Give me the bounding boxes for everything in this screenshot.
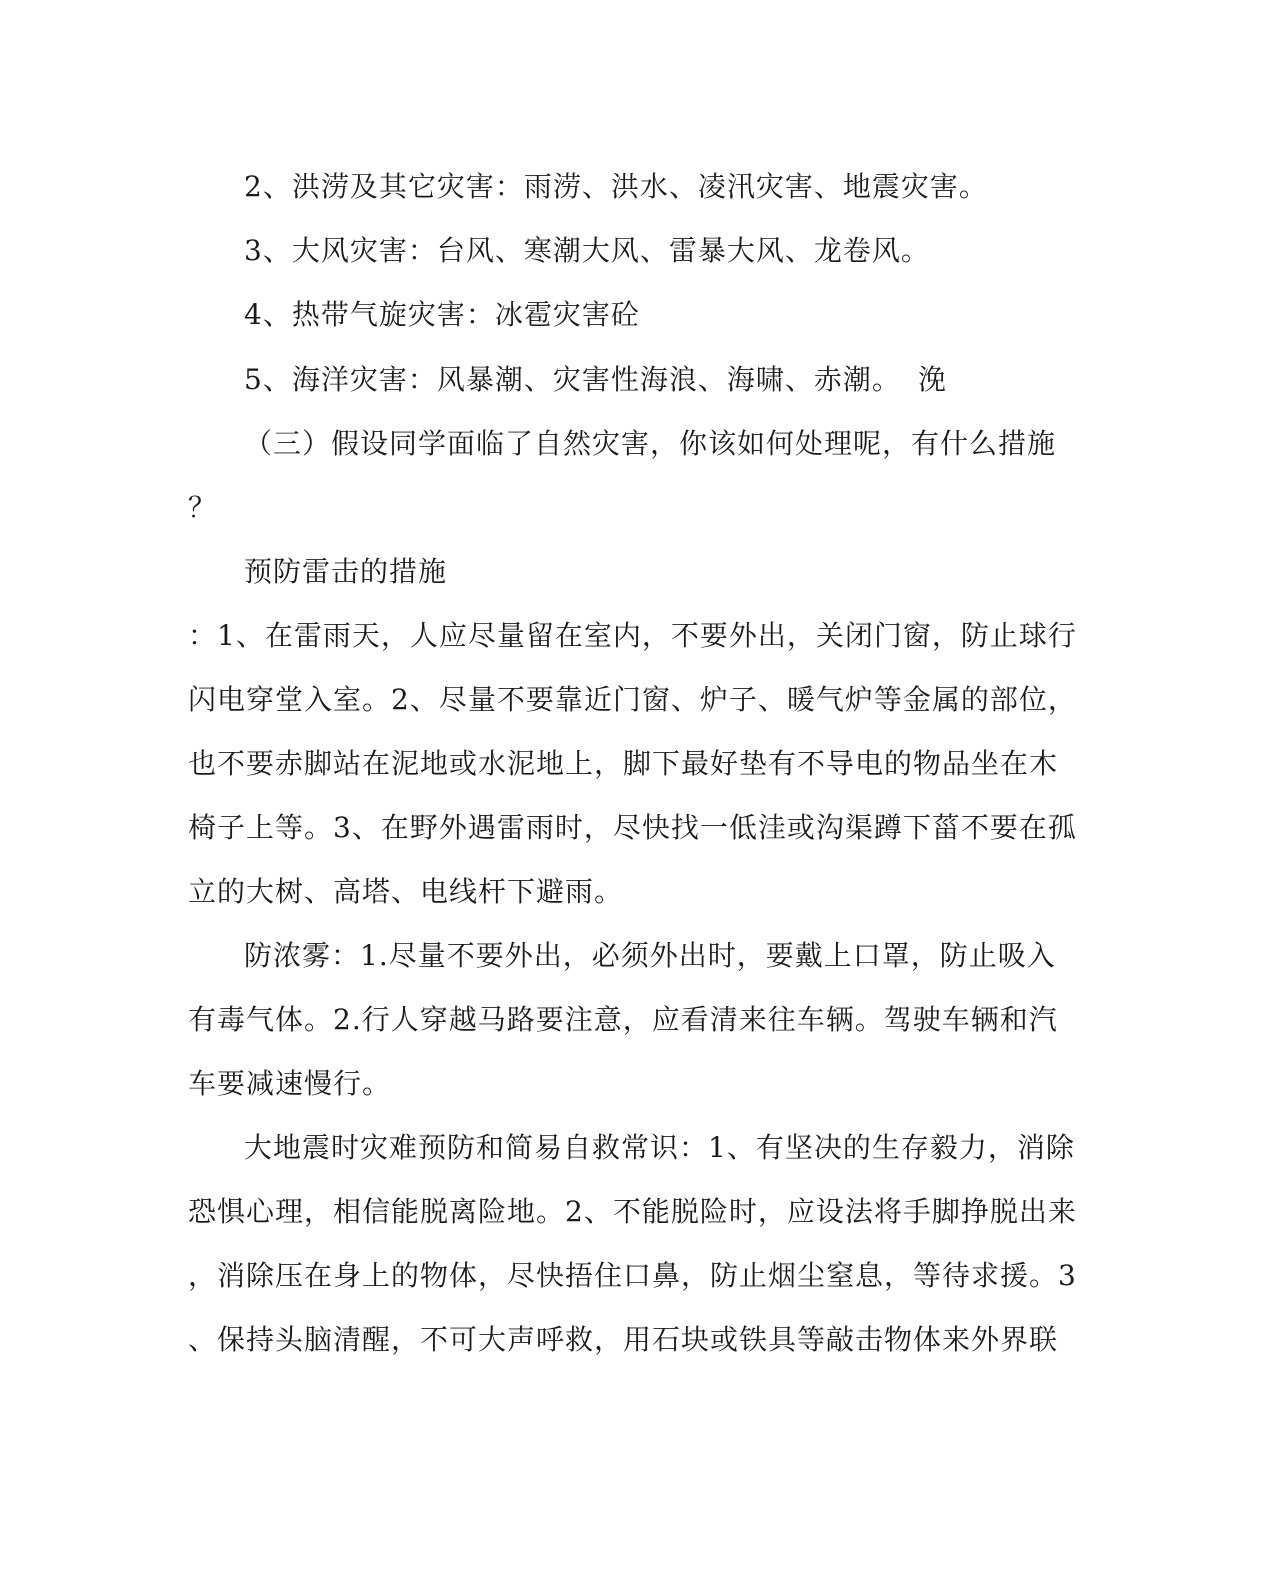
paragraph-line: 椅子上等。3、在野外遇雷雨时，尽快找一低洼或沟渠蹲下菑不要在孤 — [188, 811, 1077, 844]
paragraph-line: 车要减速慢行。 — [188, 1067, 392, 1100]
paragraph-line: 闪电穿堂入室。2、尽量不要靠近门窗、炉子、暖气炉等金属的部位， — [188, 683, 1077, 716]
paragraph-line: 立的大树、高塔、电线杆下避雨。 — [188, 875, 624, 908]
paragraph-line: ，消除压在身上的物体，尽快捂住口鼻，防止烟尘窒息，等待求援。3 — [188, 1259, 1077, 1292]
paragraph-line: 3、大风灾害：台风、寒潮大风、雷暴大风、龙卷风。 — [244, 234, 930, 267]
paragraph-line: 有毒气体。2.行人穿越马路要注意，应看清来往车辆。驾驶车辆和汽 — [188, 1003, 1058, 1036]
paragraph-line: 、保持头脑清醒，不可大声呼救，用石块或铁具等敲击物体来外界联 — [188, 1323, 1059, 1356]
paragraph-line: ？ — [188, 491, 218, 524]
paragraph-line: 恐惧心理，相信能脱离险地。2、不能脱险时，应设法将手脚挣脱出来 — [188, 1195, 1077, 1228]
subheading-lightning: 预防雷击的措施 — [244, 555, 448, 588]
stray-character: 浼 — [918, 363, 947, 396]
paragraph-line: 大地震时灾难预防和简易自救常识：1、有坚决的生存毅力，消除 — [244, 1131, 1075, 1164]
section-heading: （三）假设同学面临了自然灾害，你该如何处理呢，有什么措施 — [244, 427, 1057, 460]
paragraph-line: ：1、在雷雨天，人应尽量留在室内，不要外出，关闭门窗，防止球行 — [188, 619, 1077, 652]
paragraph-line: 也不要赤脚站在泥地或水泥地上，脚下最好垫有不导电的物品坐在木 — [188, 747, 1059, 780]
paragraph-line: 4、热带气旋灾害：冰雹灾害砼 — [244, 298, 640, 331]
paragraph-line: 5、海洋灾害：风暴潮、灾害性海浪、海啸、赤潮。 — [244, 363, 901, 396]
paragraph-line: 2、洪涝及其它灾害：雨涝、洪水、凌汛灾害、地震灾害。 — [244, 170, 988, 203]
paragraph-line: 防浓雾：1.尽量不要外出，必须外出时，要戴上口罩，防止吸入 — [244, 939, 1056, 972]
